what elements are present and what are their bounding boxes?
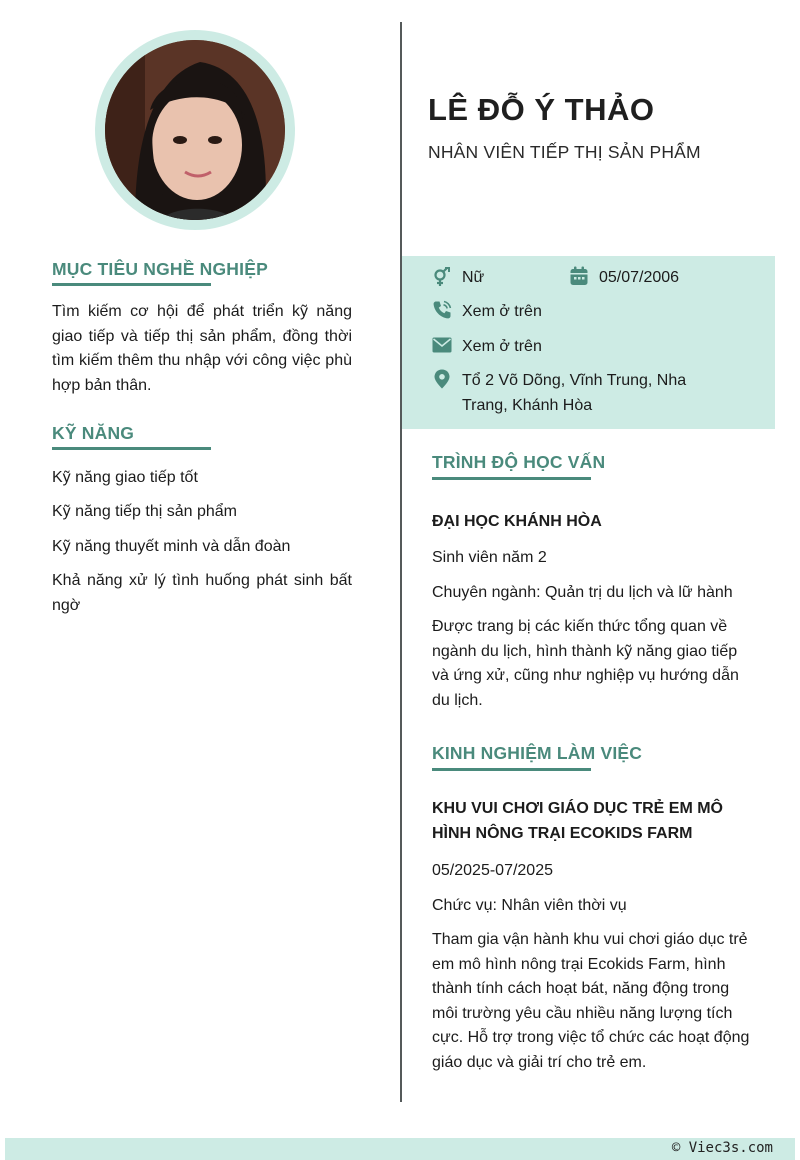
experience-description: Tham gia vận hành khu vui chơi giáo dục trẻ em mô hình nông trại Ecokids Farm, hình thành tính cách hoạt bát, năng động trong môi trường yêu cầu nhiều năng lượng tích cực. Hỗ trợ trong việc tổ chức các hoạt động giáo dục và giải trí cho trẻ em.: [432, 931, 750, 1071]
avatar-portrait-icon: [105, 40, 285, 220]
phone-icon: [432, 300, 452, 320]
company-name: KHU VUI CHƠI GIÁO DỤC TRẺ EM MÔ HÌNH NÔNG TRẠI ECOKIDS FARM: [432, 800, 723, 842]
skill-item: Khả năng xử lý tình huống phát sinh bất ngờ: [52, 572, 352, 614]
objective-heading: MỤC TIÊU NGHỀ NGHIỆP: [52, 259, 268, 279]
education-heading: TRÌNH ĐỘ HỌC VẤN: [432, 452, 606, 472]
experience-underline: [432, 768, 591, 771]
address-text: Tổ 2 Võ Dõng, Vĩnh Trung, Nha Trang, Khánh Hòa: [462, 372, 687, 414]
location-pin-icon: [432, 369, 452, 389]
objective-underline: [52, 283, 211, 286]
education-major: Chuyên ngành: Quản trị du lịch và lữ hành: [432, 584, 733, 601]
experience-heading: KINH NGHIỆM LÀM VIỆC: [432, 743, 643, 763]
objective-text: Tìm kiếm cơ hội để phát triển kỹ năng giao tiếp và tiếp thị sản phẩm, đồng thời tìm kiếm thêm thu nhập với công việc phù hợp bản thân.: [52, 303, 352, 394]
education-underline: [432, 477, 591, 480]
experience-position: Chức vụ: Nhân viên thời vụ: [432, 897, 627, 914]
person-name: LÊ ĐỖ Ý THẢO: [428, 92, 655, 127]
skills-heading: KỸ NĂNG: [52, 423, 135, 443]
skill-item: Kỹ năng tiếp thị sản phẩm: [52, 503, 238, 520]
email-text: Xem ở trên: [462, 338, 542, 355]
education-year: Sinh viên năm 2: [432, 549, 547, 566]
column-divider: [400, 22, 402, 1102]
job-title: NHÂN VIÊN TIẾP THỊ SẢN PHẨM: [428, 142, 701, 162]
footer-credit[interactable]: © Viec3s.com: [671, 1140, 773, 1156]
phone-text: Xem ở trên: [462, 303, 542, 320]
avatar: [105, 40, 285, 220]
gender-text: Nữ: [462, 269, 485, 286]
education-description: Được trang bị các kiến thức tổng quan về ngành du lịch, hình thành kỹ năng giao tiếp và ứng xử, cũng như nghiệp vụ hướng dẫn du lịch.: [432, 618, 739, 709]
experience-period: 05/2025-07/2025: [432, 862, 553, 879]
footer-bar: [5, 1138, 795, 1160]
school-name: ĐẠI HỌC KHÁNH HÒA: [432, 513, 602, 530]
skill-item: Kỹ năng thuyết minh và dẫn đoàn: [52, 538, 291, 555]
skill-item: Kỹ năng giao tiếp tốt: [52, 469, 198, 486]
calendar-icon: [569, 266, 589, 286]
gender-icon: [432, 267, 452, 287]
email-icon: [432, 335, 452, 355]
skills-underline: [52, 447, 211, 450]
birthday-text: 05/07/2006: [599, 269, 680, 286]
